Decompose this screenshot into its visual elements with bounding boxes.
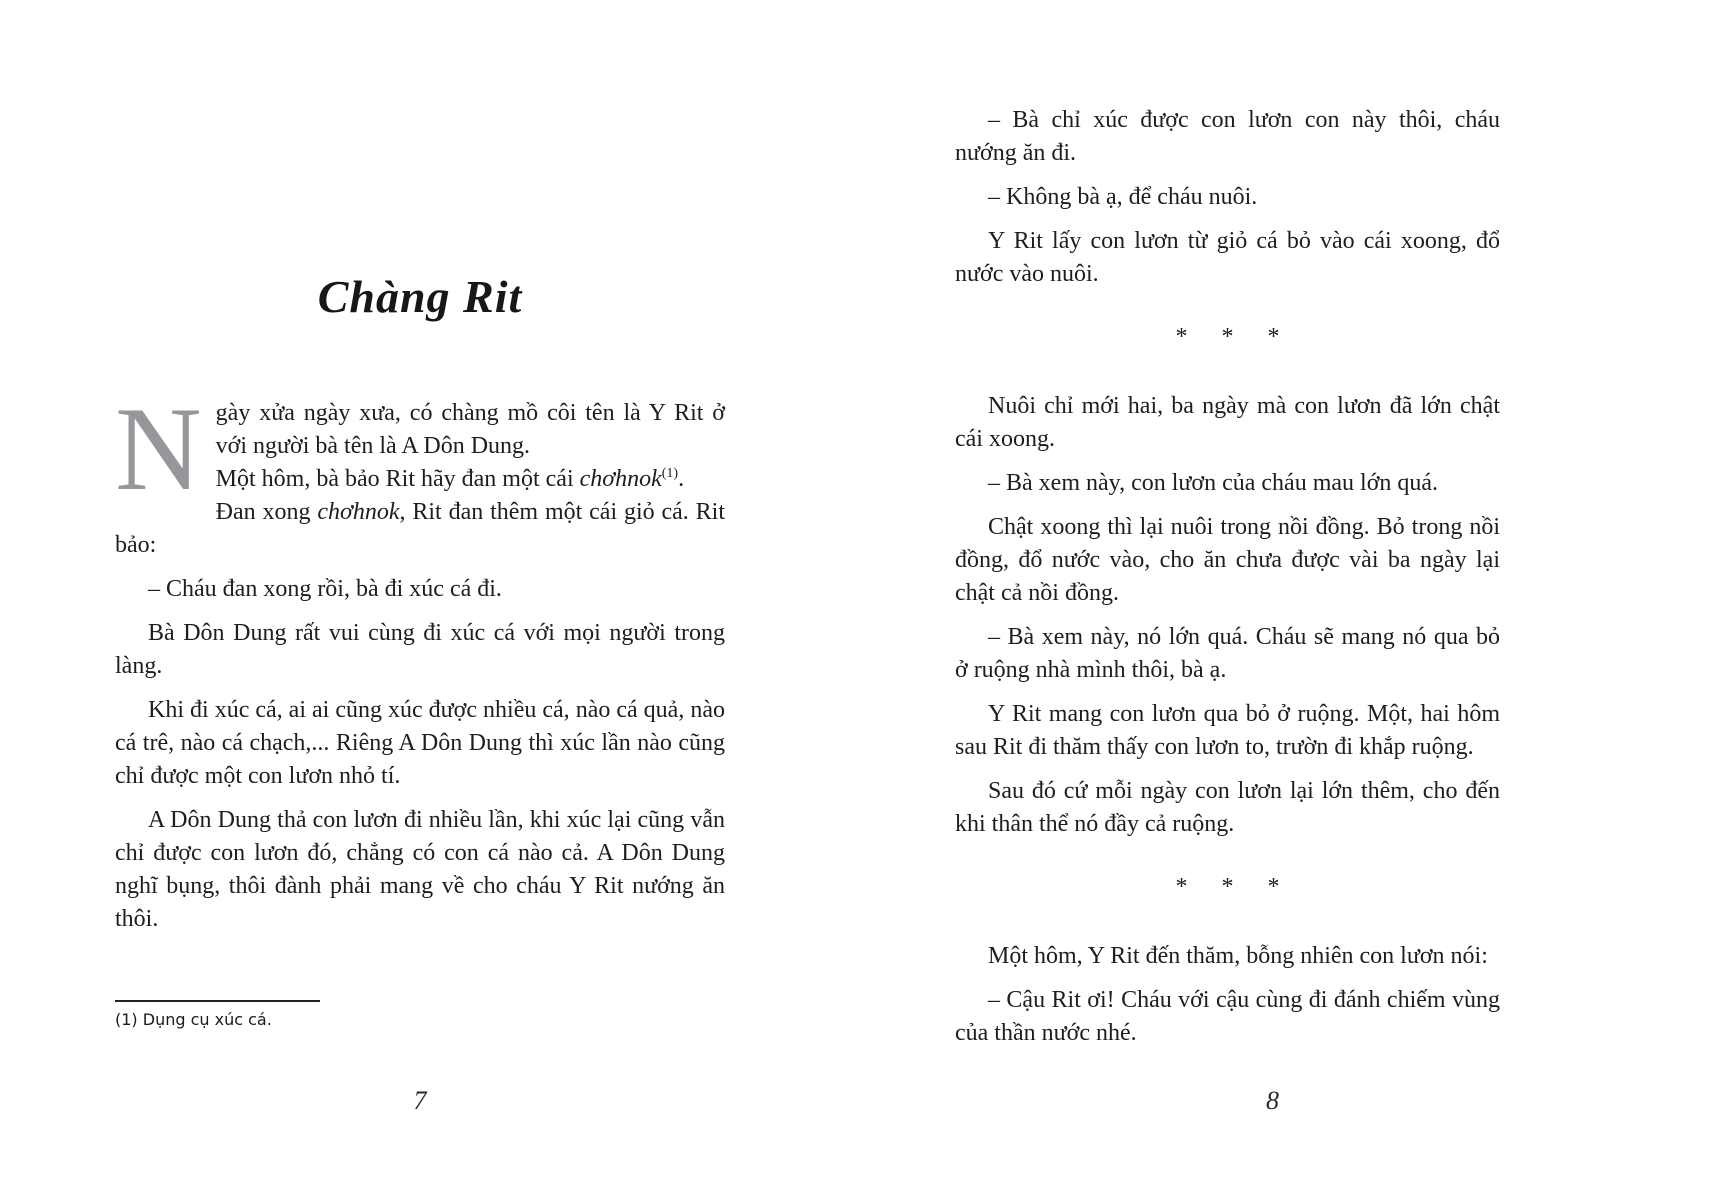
right-page-body [955, 104, 1500, 1050]
section-separator: * * * [1175, 874, 1280, 900]
paragraph: Chật xoong thì lại nuôi trong nồi đồng. Bỏ trong nồi đồng, đổ nước vào, cho ăn chưa được vài ba ngày lại chật cả nồi đồng. [955, 514, 1500, 606]
paragraph: Một hôm, Y Rit đến thăm, bỗng nhiên con lươn nói: [988, 943, 1488, 969]
page-title: Chàng Rit [317, 271, 523, 322]
opening-sentence-1: gày xửa ngày xưa, có chàng mồ côi tên là Y Rit ở với người bà tên là A Dôn Dung. [215, 399, 725, 459]
opening-sentence-3 [115, 496, 725, 562]
left-page-body [115, 381, 726, 936]
page-number-right: 8 [1266, 1086, 1279, 1115]
opening-sentence-2-text: Một hôm, bà bảo Rit hãy đan một cái [215, 465, 580, 492]
paragraph: Khi đi xúc cá, ai ai cũng xúc được nhiều cá, nào cá quả, nào cá trê, nào cá chạch,... Riêng A Dôn Dung thì xúc lần nào cũng chỉ được một con lươn nhỏ tí. [115, 696, 725, 789]
paragraph: Sau đó cứ mỗi ngày con lươn lại lớn thêm, cho đến khi thân thể nó đầy cả ruộng. [955, 778, 1500, 837]
footnote-rule [115, 1000, 320, 1002]
page-number-left: 7 [413, 1086, 427, 1115]
paragraph: A Dôn Dung thả con lươn đi nhiều lần, khi xúc lại cũng vẫn chỉ được con lươn đó, chẳng có con cá nào cả. A Dôn Dung nghĩ bụng, thôi đành phải mang về cho cháu Y Rit nướng ăn thôi. [115, 806, 725, 932]
right-page [955, 0, 1500, 1184]
italic-term: chơhnok [317, 498, 400, 525]
opening-sentence-3-text: Đan xong [215, 498, 318, 525]
paragraph: – Bà chỉ xúc được con lươn con này thôi, cháu nướng ăn đi. [955, 107, 1500, 166]
left-page [115, 0, 725, 1184]
opening-paragraph [115, 381, 726, 562]
italic-term: chơhnok [579, 465, 662, 492]
paragraph: – Cháu đan xong rồi, bà đi xúc cá đi. [148, 575, 502, 602]
paragraph: Bà Dôn Dung rất vui cùng đi xúc cá với mọi người trong làng. [115, 619, 725, 679]
paragraph: – Không bà ạ, để cháu nuôi. [988, 184, 1258, 210]
section-separator: * * * [1175, 324, 1280, 350]
opening-sentence-2-end: . [678, 465, 685, 492]
paragraph: Y Rit lấy con lươn từ giỏ cá bỏ vào cái xoong, đổ nước vào nuôi. [955, 228, 1500, 287]
footnote-reference: (1) [661, 465, 679, 481]
paragraph: – Bà xem này, con lươn của cháu mau lớn quá. [988, 470, 1439, 496]
paragraph: Y Rit mang con lươn qua bỏ ở ruộng. Một, hai hôm sau Rit đi thăm thấy con lươn to, trườn đi khắp ruộng. [955, 701, 1500, 760]
drop-cap: N [115, 381, 202, 515]
paragraph: – Cậu Rit ơi! Cháu với cậu cùng đi đánh chiếm vùng của thần nước nhé. [955, 987, 1500, 1046]
opening-sentence-3-end: , Rit đan thêm một cái giỏ cá. Rit bảo: [115, 498, 726, 558]
footnote-block [115, 1000, 725, 1029]
paragraph: Nuôi chỉ mới hai, ba ngày mà con lươn đã lớn chật cái xoong. [955, 393, 1500, 452]
footnote-text: (1) Dụng cụ xúc cá. [115, 1010, 272, 1029]
paragraph: – Bà xem này, nó lớn quá. Cháu sẽ mang nó qua bỏ ở ruộng nhà mình thôi, bà ạ. [955, 624, 1500, 683]
